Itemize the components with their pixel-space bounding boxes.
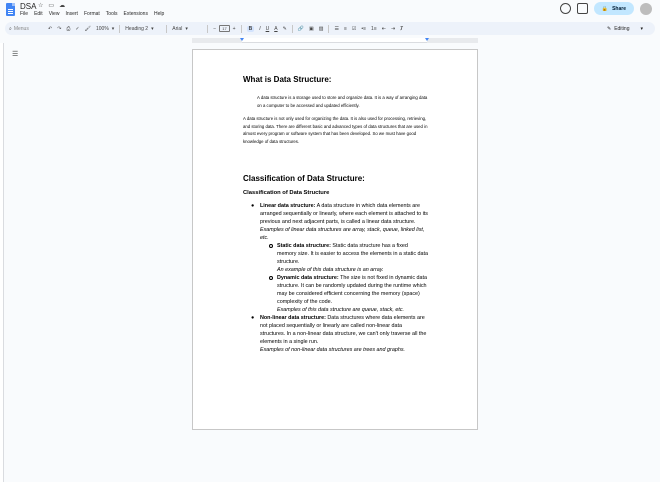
list-item: Dynamic data structure: The size is not fixed in dynamic data structure. It can be randomly updated during the runtime which may be considered efficient concerning the memory (space) complexity of the code. xyxy=(277,274,428,306)
italic-icon[interactable]: I xyxy=(259,25,261,32)
subheading-classification: Classification of Data Structure xyxy=(243,190,330,196)
share-label: Share xyxy=(612,5,626,12)
spellcheck-icon[interactable]: ✓ xyxy=(75,25,80,32)
highlight-icon[interactable]: ✎ xyxy=(282,25,287,32)
avatar[interactable] xyxy=(640,3,652,15)
divider xyxy=(241,25,242,33)
divider xyxy=(166,25,167,33)
share-button[interactable] xyxy=(594,2,634,15)
divider xyxy=(207,25,208,33)
paragraph: A data structure is a storage used to store and organize data. It is a way of arranging data on a computer to be accessed and updated efficiently. xyxy=(257,95,428,108)
horizontal-ruler[interactable] xyxy=(192,38,478,43)
chevron-down-icon: ▾ xyxy=(111,25,115,32)
right-indent-marker[interactable] xyxy=(425,38,429,41)
title-bar xyxy=(0,0,660,21)
search-menus[interactable] xyxy=(9,26,43,32)
star-icon[interactable]: ☆ xyxy=(38,3,44,9)
numbered-list-icon[interactable]: 1≡ xyxy=(371,25,377,32)
pencil-icon: ✎ xyxy=(606,25,612,32)
paint-format-icon[interactable]: 🖌 xyxy=(84,25,91,32)
docs-logo-icon[interactable] xyxy=(6,3,15,16)
increase-font-icon[interactable]: + xyxy=(232,25,236,32)
outline-icon[interactable]: ☰ xyxy=(12,51,19,58)
line-spacing-icon[interactable]: ≡ xyxy=(343,25,347,32)
list-item: ● Non-linear data structure: Data structures where data elements are not placed sequentially or linearly are called non-linear data structures. In a non-linear data structure, we can't only traverse all the elements in a single run. xyxy=(251,315,427,345)
menu-edit[interactable]: Edit xyxy=(34,11,43,17)
style-select[interactable] xyxy=(125,26,161,32)
heading-classification: Classification of Data Structure: xyxy=(243,174,365,183)
example-text: Examples of this data structure are queue, stack, etc. xyxy=(277,307,405,313)
cloud-icon[interactable]: ☁ xyxy=(59,3,66,9)
document-body[interactable] xyxy=(243,75,428,354)
divider xyxy=(292,25,293,33)
editing-mode-select[interactable] xyxy=(607,22,643,35)
comment-icon[interactable]: ▣ xyxy=(309,25,314,32)
chevron-down-icon: ▾ xyxy=(185,25,188,32)
divider xyxy=(119,25,120,33)
font-size-input[interactable]: 17 xyxy=(219,25,229,32)
example-text: Examples of linear data structures are array, stack, queue, linked list, etc. xyxy=(260,227,425,241)
menu-tools[interactable]: Tools xyxy=(105,11,118,17)
chevron-down-icon: ▾ xyxy=(640,25,643,32)
print-icon[interactable]: ⎙ xyxy=(66,25,71,32)
menu-help[interactable]: Help xyxy=(153,11,165,17)
bullet-icon: ● xyxy=(251,315,255,321)
decrease-indent-icon[interactable]: ⇤ xyxy=(381,25,386,32)
vertical-ruler[interactable] xyxy=(0,43,4,482)
text-color-icon[interactable]: A xyxy=(274,25,278,32)
example-text: An example of this data structure is an array. xyxy=(277,267,384,273)
style-value: Heading 2 xyxy=(125,25,149,32)
increase-indent-icon[interactable]: ⇥ xyxy=(390,25,396,32)
history-icon[interactable] xyxy=(560,3,571,14)
undo-icon[interactable]: ↶ xyxy=(48,25,53,32)
link-icon[interactable]: 🔗 xyxy=(297,25,305,32)
list-item: ● Linear data structure: A data structure in which data elements are arranged sequentially or linearly, where each element is attached to its previous and next adjacent parts, is called a linear data structure. xyxy=(251,203,429,225)
font-select[interactable] xyxy=(172,26,202,32)
bullet-icon: ● xyxy=(251,203,255,209)
zoom-select[interactable] xyxy=(96,26,114,32)
folder-icon[interactable]: ▭ xyxy=(48,3,55,9)
document-title[interactable]: DSA xyxy=(20,2,37,11)
checklist-icon[interactable]: ☑ xyxy=(351,25,357,32)
list-item: Static data structure: Static data structure has a fixed memory size. It is easier to access the elements in a static data structure. xyxy=(277,242,428,266)
menu-file[interactable]: File xyxy=(20,11,29,17)
document-page[interactable] xyxy=(192,49,478,430)
menu-format[interactable]: Format xyxy=(83,11,100,17)
lock-icon: 🔒 xyxy=(601,5,609,12)
align-icon[interactable]: ☰ xyxy=(334,25,339,32)
menu-view[interactable]: View xyxy=(48,11,60,17)
bullet-icon xyxy=(269,276,273,280)
image-icon[interactable]: ▨ xyxy=(318,25,324,32)
toolbar xyxy=(5,22,655,35)
divider xyxy=(328,25,329,33)
search-icon: ⌕ xyxy=(9,25,12,32)
left-indent-marker[interactable] xyxy=(240,38,244,41)
menu-extensions[interactable]: Extensions xyxy=(123,11,148,17)
page-title: What is Data Structure: xyxy=(243,75,332,84)
bullet-icon xyxy=(269,244,273,248)
editing-label: Editing xyxy=(614,25,630,32)
example-text: Examples of non-linear data structures are trees and graphs. xyxy=(260,347,406,353)
font-value: Arial xyxy=(172,25,183,32)
clear-formatting-icon[interactable]: Ⱦ xyxy=(400,25,404,32)
chevron-down-icon: ▾ xyxy=(151,25,154,32)
paragraph: A data structure is not only used for organizing the data. It is also used for processing, retrieving, and storing data. There are different basic and advanced types of data structures that are used in almost every program or software system that has been developed. So we must have good knowledge of data structures. xyxy=(243,116,428,144)
menu-bar xyxy=(20,11,164,17)
menu-insert[interactable]: Insert xyxy=(65,11,78,17)
decrease-font-icon[interactable]: − xyxy=(213,25,217,32)
bulleted-list-icon[interactable]: •≡ xyxy=(361,25,367,32)
underline-icon[interactable]: U xyxy=(265,25,270,32)
menus-label: Menus xyxy=(13,25,29,32)
redo-icon[interactable]: ↷ xyxy=(57,25,62,32)
zoom-value: 100% xyxy=(95,25,109,32)
comments-icon[interactable] xyxy=(577,3,588,14)
bold-icon[interactable]: B xyxy=(248,25,253,32)
